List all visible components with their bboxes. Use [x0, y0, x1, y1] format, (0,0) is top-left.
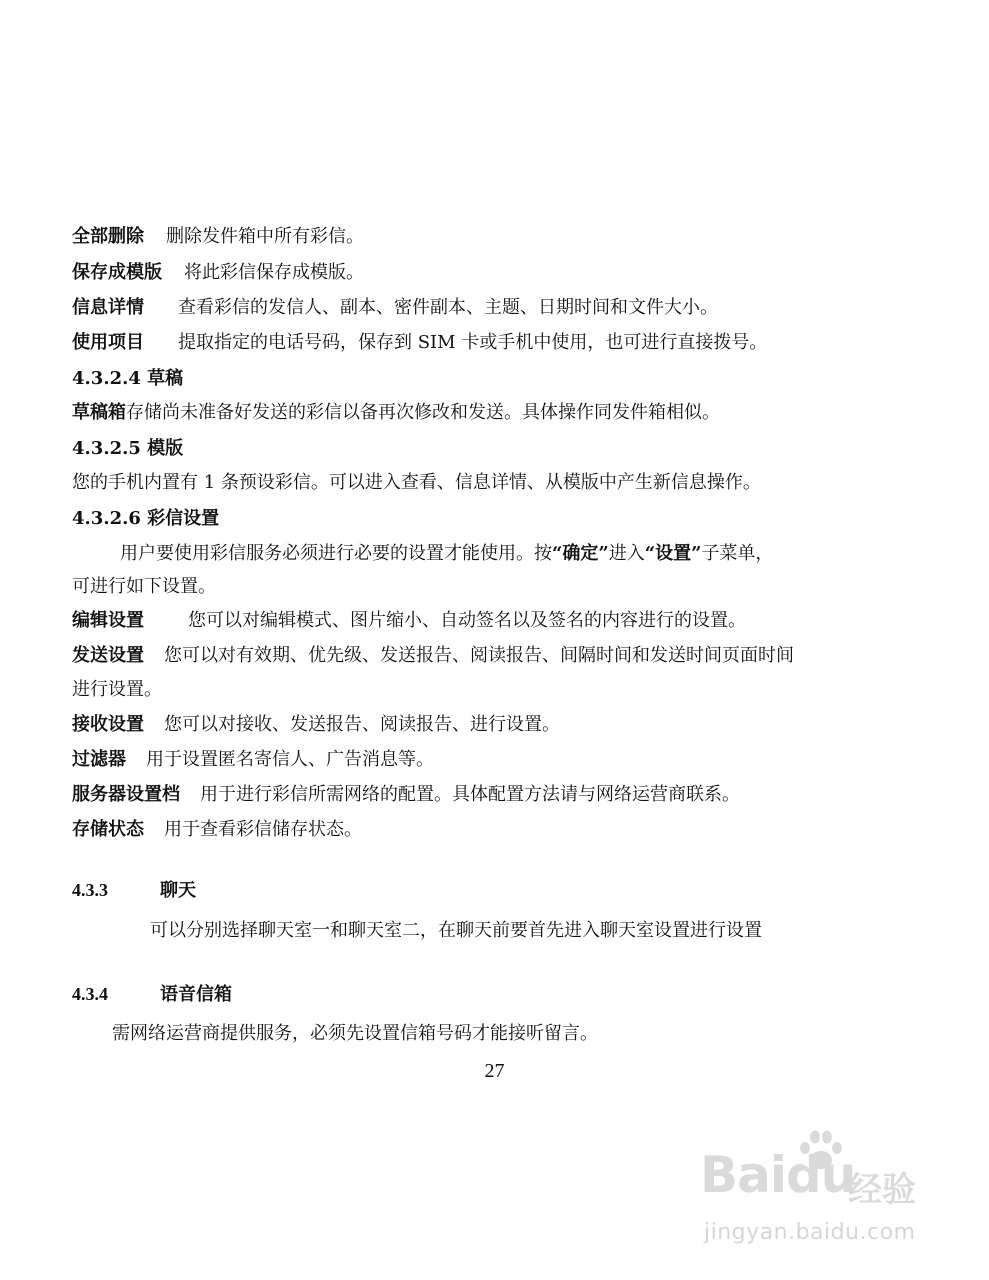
- term: 保存成模版: [72, 262, 162, 283]
- text: 进入: [608, 543, 645, 564]
- desc: 提取指定的电话号码，保存到 SIM 卡或手机中使用，也可进行直接拨号。: [178, 332, 768, 353]
- line-storage-status: [72, 817, 929, 843]
- line-filter: [72, 747, 929, 773]
- heading-drafts: 4.3.2.4 草稿: [72, 368, 184, 389]
- line-info-details: [72, 295, 929, 321]
- line-delete-all: [72, 224, 929, 250]
- line-templates-desc: 您的手机内置有 1 条预设彩信。可以进入查看、信息详情、从模版中产生新信息操作。: [72, 472, 761, 493]
- text: 子菜单，: [701, 543, 774, 564]
- line-send-settings-cont: 进行设置。: [72, 679, 162, 700]
- key-settings: “设置”: [644, 543, 702, 564]
- line-send-settings: [72, 643, 929, 669]
- desc: 用于设置匿名寄信人、广告消息等。: [146, 749, 434, 770]
- baidu-jingyan-watermark: [700, 1128, 940, 1258]
- line-settings-intro: [120, 541, 929, 567]
- desc: 您可以对编辑模式、图片缩小、自动签名以及签名的内容进行的设置。: [188, 610, 746, 631]
- line-settings-intro-cont: 可进行如下设置。: [72, 576, 216, 597]
- page-number: 27: [484, 1060, 505, 1082]
- desc: 您可以对接收、发送报告、阅读报告、进行设置。: [164, 714, 560, 735]
- desc: 用于查看彩信储存状态。: [164, 819, 362, 840]
- section-title: 聊天: [160, 880, 196, 901]
- desc: 将此彩信保存成模版。: [184, 262, 364, 283]
- section-heading-voicemail: [72, 981, 232, 1008]
- desc: 您可以对有效期、优先级、发送报告、阅读报告、间隔时间和发送时间页面时间: [164, 645, 794, 666]
- term: 存储状态: [72, 819, 144, 840]
- section-number: 4.3.4: [72, 984, 108, 1004]
- term: 接收设置: [72, 714, 144, 735]
- line-drafts-box: [72, 400, 929, 426]
- key-confirm: “确定”: [552, 543, 609, 564]
- line-save-template: [72, 260, 929, 286]
- term: 信息详情: [72, 297, 144, 318]
- desc: 存储尚未准备好发送的彩信以备再次修改和发送。具体操作同发件箱相似。: [126, 402, 720, 423]
- term: 使用项目: [72, 332, 144, 353]
- watermark-url: jingyan.baidu.com: [704, 1220, 916, 1245]
- desc: 用于进行彩信所需网络的配置。具体配置方法请与网络运营商联系。: [200, 784, 740, 805]
- line-use-item: [72, 330, 929, 356]
- line-edit-settings: [72, 608, 929, 634]
- watermark-brand: Baidu: [700, 1146, 856, 1204]
- term: 过滤器: [72, 749, 126, 770]
- line-voicemail-desc: 需网络运营商提供服务，必须先设置信箱号码才能接听留言。: [112, 1023, 598, 1044]
- term: 服务器设置档: [72, 784, 180, 805]
- heading-templates: 4.3.2.5 模版: [72, 438, 184, 459]
- heading-mms-settings: 4.3.2.6 彩信设置: [72, 508, 220, 529]
- section-heading-chat: [72, 877, 196, 904]
- term: 草稿箱: [72, 402, 126, 423]
- desc: 查看彩信的发信人、副本、密件副本、主题、日期时间和文件大小。: [178, 297, 718, 318]
- watermark-brand-cn: 经验: [848, 1170, 916, 1210]
- line-server-profile: [72, 782, 929, 808]
- desc: 删除发件箱中所有彩信。: [166, 226, 364, 247]
- line-chat-desc: 可以分别选择聊天室一和聊天室二，在聊天前要首先进入聊天室设置进行设置: [150, 920, 762, 941]
- term: 发送设置: [72, 645, 144, 666]
- term: 编辑设置: [72, 610, 144, 631]
- text: 用户要使用彩信服务必须进行必要的设置才能使用。按: [120, 543, 552, 564]
- line-receive-settings: [72, 712, 929, 738]
- section-number: 4.3.3: [72, 880, 108, 900]
- term: 全部删除: [72, 226, 144, 247]
- section-title: 语音信箱: [160, 984, 232, 1005]
